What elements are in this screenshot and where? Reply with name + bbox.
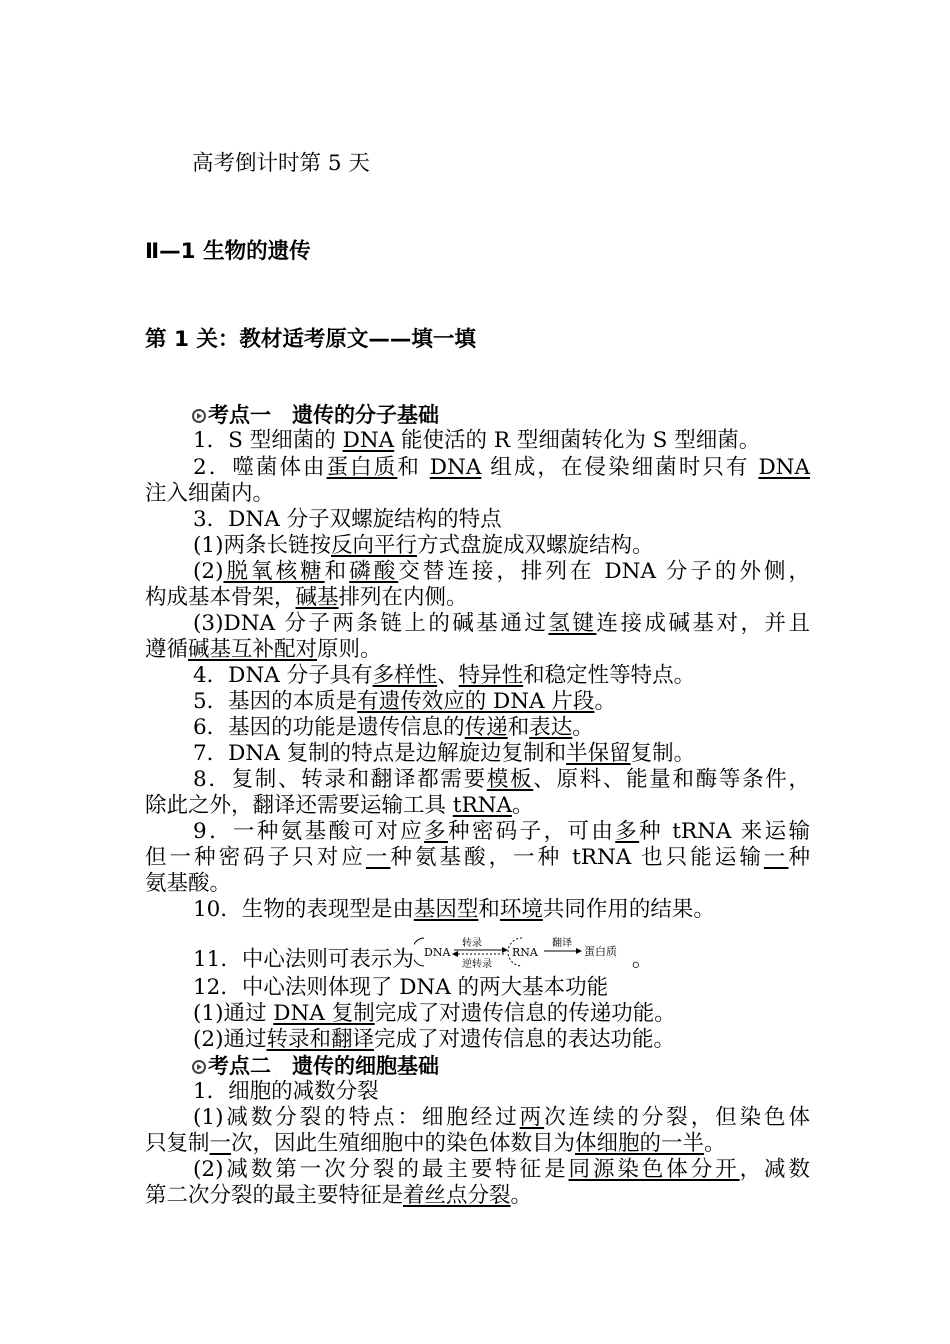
kp1-item-10: 10．生物的表现型是由基因型和环境共同作用的结果。 <box>193 897 715 922</box>
kp1-item-3-2-cont: 构成基本骨架，碱基排列在内侧。 <box>145 585 468 610</box>
kp2-item-1-1: (1)减数分裂的特点：细胞经过两次连续的分裂，但染色体 <box>193 1105 810 1130</box>
translation-label: 翻译 <box>551 938 572 949</box>
kp1-item-12-2: (2)通过转录和翻译完成了对遗传信息的表达功能。 <box>193 1027 675 1052</box>
protein-label: 蛋白质 <box>583 945 617 958</box>
answer-blank: 碱基 <box>295 585 339 610</box>
answer-blank: 多样性 <box>372 663 438 688</box>
answer-blank: 表达 <box>529 715 573 740</box>
answer-blank: DNA <box>429 455 482 480</box>
answer-blank: 半保留 <box>566 741 631 766</box>
section-title: Ⅱ—1 生物的遗传 <box>145 239 311 264</box>
kp2-heading <box>192 1053 857 1080</box>
answer-blank: 转录和翻译 <box>266 1027 374 1052</box>
answer-blank: 有遗传效应的 DNA 片段 <box>357 689 595 714</box>
dna-label: DNA <box>423 946 451 959</box>
answer-blank: 氢键 <box>548 611 597 636</box>
answer-blank: 一 <box>763 845 789 870</box>
circle-arrow-icon <box>192 409 206 423</box>
answer-blank: 一 <box>209 1131 232 1156</box>
kp1-item-6: 6．基因的功能是遗传信息的传递和表达。 <box>193 715 594 740</box>
answer-blank: 传递 <box>464 715 508 740</box>
kp1-item-12-1: (1)通过 DNA 复制完成了对遗传信息的传递功能。 <box>193 1001 676 1026</box>
answer-blank: 蛋白质 <box>326 455 398 480</box>
kp1-item-5: 5．基因的本质是有遗传效应的 DNA 片段。 <box>193 689 616 714</box>
kp2-item-1-2: (2)减数第一次分裂的最主要特征是同源染色体分开，减数 <box>193 1157 810 1182</box>
answer-blank: 多 <box>424 819 449 844</box>
kp1-item-11: 11．中心法则可表示为 DNA 转录 逆转录 RNA 翻译 蛋白质 。 <box>145 947 810 973</box>
answer-blank: 模板 <box>486 767 534 792</box>
kp1-item-9: 9．一种氨基酸可对应多种密码子，可由多种 tRNA 来运输 <box>193 819 810 844</box>
kp1-title: 考点一 遗传的分子基础 <box>208 403 439 427</box>
kp1-item-3-3: (3)DNA 分子两条链上的碱基通过氢键连接成碱基对，并且 <box>193 611 810 636</box>
answer-blank: 反向平行 <box>330 533 417 558</box>
answer-blank: 体细胞的一半 <box>575 1131 705 1156</box>
answer-blank: 多 <box>615 819 640 844</box>
rna-label: RNA <box>511 946 538 959</box>
kp1-item-8: 8．复制、转录和翻译都需要模板、原料、能量和酶等条件， <box>193 767 810 792</box>
kp1-heading <box>192 402 857 429</box>
countdown-header: 高考倒计时第 5 天 <box>192 151 370 176</box>
circle-arrow-icon <box>192 1060 206 1074</box>
answer-blank: 碱基互补配对 <box>188 637 318 662</box>
kp1-item-4: 4．DNA 分子具有多样性、特异性和稳定性等特点。 <box>193 663 696 688</box>
answer-blank: 一 <box>365 845 391 870</box>
answer-blank: tRNA <box>452 793 513 818</box>
kp1-item-3-3-cont: 遵循碱基互补配对原则。 <box>145 637 382 662</box>
kp1-item-9-cont2: 氨基酸。 <box>145 871 232 896</box>
kp1-item-2-cont: 注入细菌内。 <box>145 481 275 506</box>
answer-blank: 着丝点分裂 <box>403 1183 511 1208</box>
kp1-item-2: 2．噬菌体由蛋白质和 DNA 组成，在侵染细菌时只有 DNA <box>193 455 811 480</box>
answer-blank: 环境 <box>499 897 543 922</box>
kp1-item-9-cont: 但一种密码子只对应一种氨基酸，一种 tRNA 也只能运输一种 <box>145 845 810 870</box>
answer-blank: 脱氧核糖 <box>223 559 325 584</box>
answer-blank: 磷酸 <box>349 559 399 584</box>
central-dogma-diagram <box>414 934 632 970</box>
kp1-item-1: 1．S 型细菌的 DNA 能使活的 R 型细菌转化为 S 型细菌。 <box>193 428 761 453</box>
kp2-item-1-2-cont: 第二次分裂的最主要特征是着丝点分裂。 <box>145 1183 533 1208</box>
transcription-label: 转录 <box>461 938 482 949</box>
answer-blank: 两 <box>519 1105 545 1130</box>
reverse-transcription-label: 逆转录 <box>461 959 492 970</box>
kp1-item-8-cont: 除此之外，翻译还需要运输工具 tRNA。 <box>145 793 534 818</box>
kp1-item-3-2: (2)脱氧核糖和磷酸交替连接，排列在 DNA 分子的外侧， <box>193 559 810 584</box>
answer-blank: 基因型 <box>413 897 479 922</box>
answer-blank: DNA <box>758 455 811 480</box>
kp2-item-1: 1．细胞的减数分裂 <box>193 1079 379 1104</box>
kp1-item-12: 12．中心法则体现了 DNA 的两大基本功能 <box>193 975 609 1000</box>
kp1-item-3-1: (1)两条长链按反向平行方式盘旋成双螺旋结构。 <box>193 533 654 558</box>
kp2-item-1-1-cont: 只复制一次，因此生殖细胞中的染色体数目为体细胞的一半。 <box>145 1131 726 1156</box>
kp2-title: 考点二 遗传的细胞基础 <box>208 1054 439 1078</box>
answer-blank: 同源染色体分开 <box>568 1157 740 1182</box>
answer-blank: 特异性 <box>458 663 524 688</box>
replication-loop <box>414 938 424 966</box>
kp1-item-3: 3．DNA 分子双螺旋结构的特点 <box>193 507 502 532</box>
answer-blank: DNA <box>342 428 395 453</box>
section-subtitle: 第 1 关：教材适考原文——填一填 <box>145 327 476 352</box>
answer-blank: DNA 复制 <box>273 1001 375 1026</box>
kp1-item-7: 7．DNA 复制的特点是边解旋边复制和半保留复制。 <box>193 741 696 766</box>
